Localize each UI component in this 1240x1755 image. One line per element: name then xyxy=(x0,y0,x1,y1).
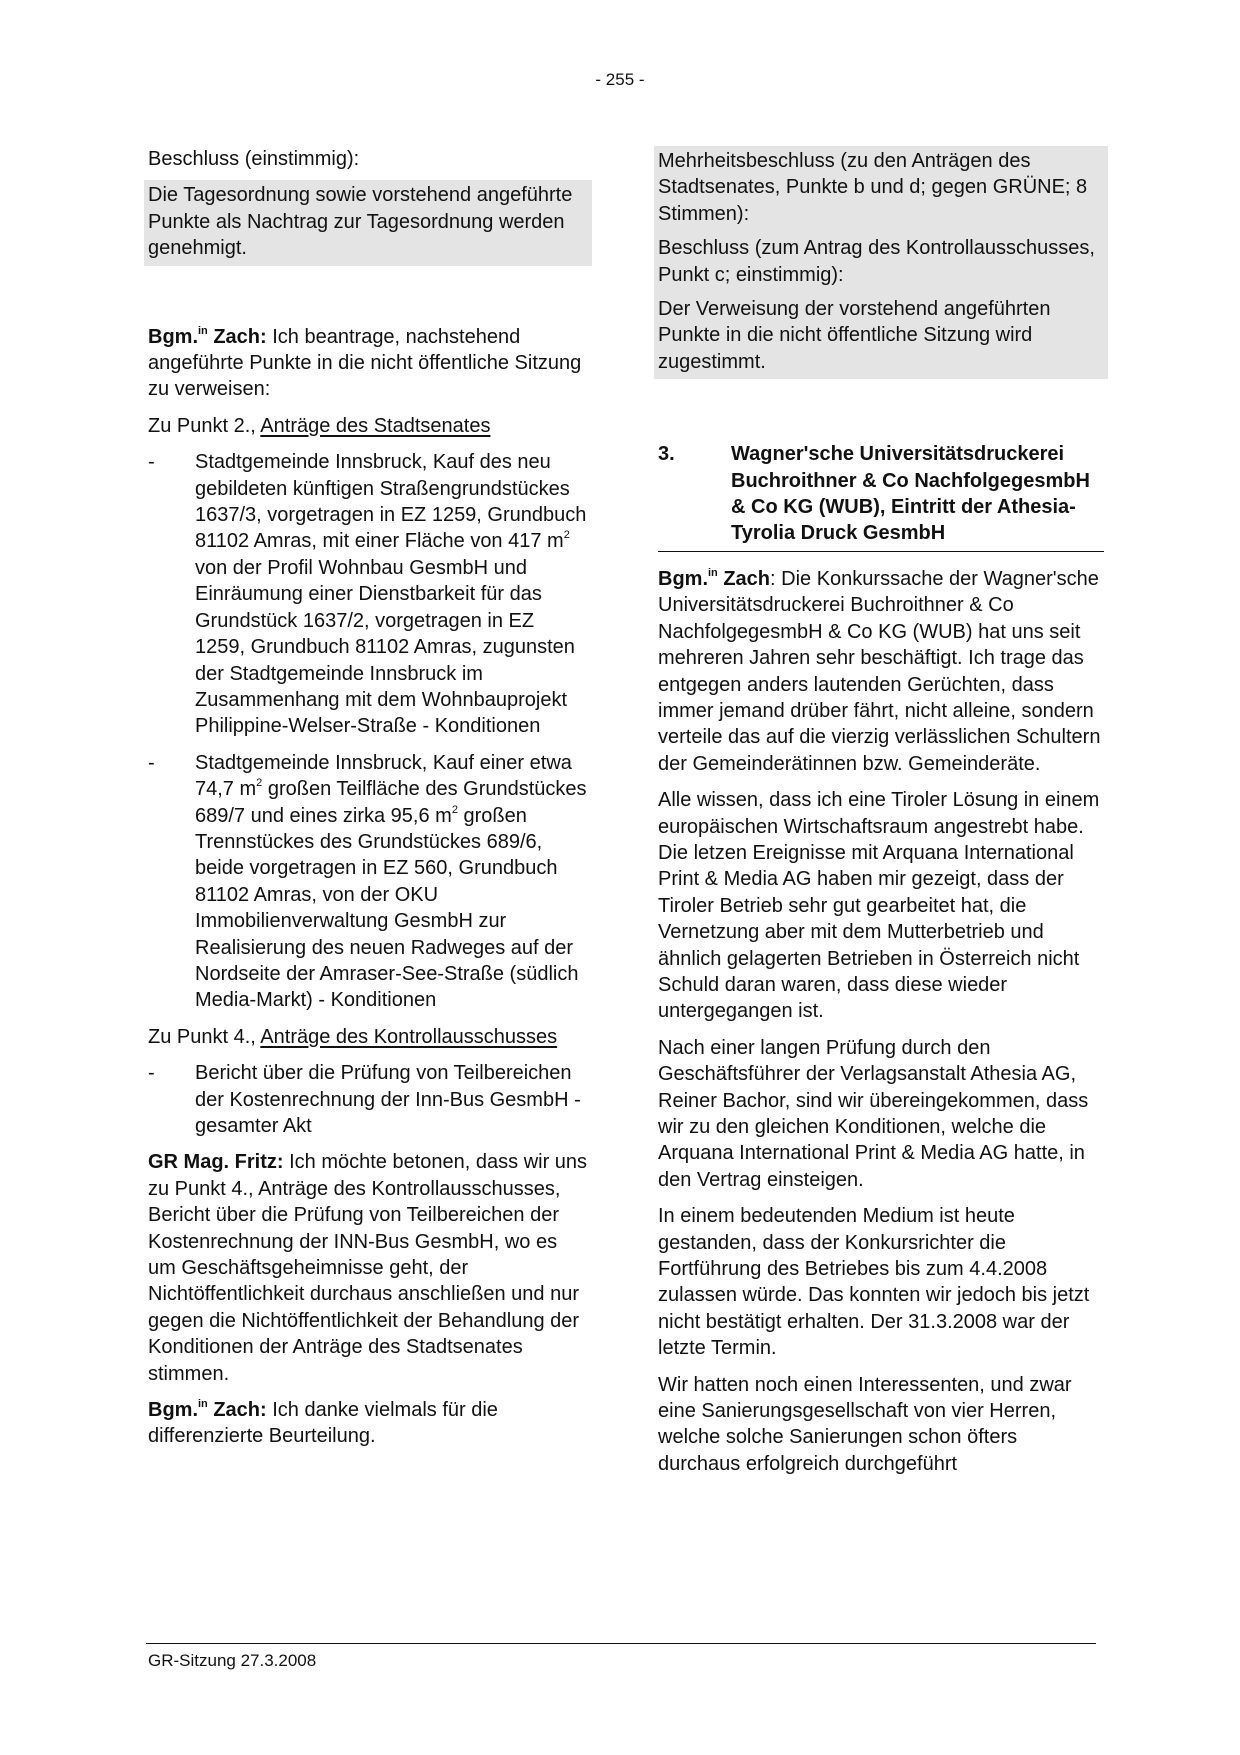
paragraph: Wir hatten noch einen Interessenten, und zwar eine Sanierungsgesellschaft von vier Herren, welche solche Sanierungen schon öfters durchaus erfolgreich durchgeführt xyxy=(658,1373,1072,1475)
agenda-point-2: Zu Punkt 2., Anträge des Stadtsenates xyxy=(148,414,491,437)
dash-bullet: - xyxy=(148,451,155,474)
speech-text: : Die Konkurssache der Wagner'sche Universitätsdruckerei Buchroithner & Co NachfolgegesmbH & Co KG (WUB) hat uns seit mehreren Jahren sehr beschäftigt. Ich trage das entgegen anders lautenden Gerüchten, dass immer jemand drüber fährt, nicht alleine, sondern verteile das auf die vierzig verlässlichen Schultern der Gemeinderätinnen bzw. Gemeinderäte. xyxy=(658,567,1101,775)
referral-approval: Der Verweisung der vorstehend angeführten Punkte in die nicht öffentliche Sitzung wird zugestimmt. xyxy=(658,298,1051,373)
list-item: - Stadtgemeinde Innsbruck, Kauf des neu gebildeten künftigen Straßengrundstückes 1637/3, vorgetragen in EZ 1259, Grundbuch 81102 Amras, mit einer Fläche von 417 $m^2$ von der Profil Wohnbau GesmbH und Einräumung einer Dienstbarkeit für das Grundstück 1637/2, vorgetragen in EZ 1259, Grundbuch 81102 Amras, zugunsten der Stadtgemeinde Innsbruck im Zusammenhang mit dem Wohnbauprojekt Philippine-Welser-Straße - Konditionen xyxy=(148,449,588,739)
speaker-label: Bgm.$^{in}$ Zach: xyxy=(148,1398,267,1422)
speech-zach-2 xyxy=(148,1397,588,1450)
list-item: - Stadtgemeinde Innsbruck, Kauf einer etwa 74,7 $m^2$ großen Teilfläche des Grundstückes 689/7 und eines zirka 95,6 $m^2$ großen Trennstückes des Grundstückes 689/6, beide vorgetragen in EZ 560, Grundbuch 81102 Amras, von der OKU Immobilienverwaltung GesmbH zur Realisierung des neuen Radweges auf der Nordseite der Amraser-See-Straße (südlich Media-Markt) - Konditionen xyxy=(148,750,588,1014)
resolution-shaded-block xyxy=(654,146,1108,379)
paragraph: Nach einer langen Prüfung durch den Geschäftsführer der Verlagsanstalt Athesia AG, Reiner Bachor, sind wir übereingekommen, dass wir zu den gleichen Konditionen, welche die Arquana International Print & Media AG hatte, in den Vertrag einsteigen. xyxy=(658,1036,1089,1191)
footer-divider xyxy=(146,1643,1096,1644)
agenda-point-2-title: Anträge des Stadtsenates xyxy=(260,414,491,437)
speaker-label: Bgm.$^{in}$ Zach: xyxy=(148,324,267,348)
list-item: - Bericht über die Prüfung von Teilbereichen der Kostenrechnung der Inn-Bus GesmbH - gesamter Akt xyxy=(148,1060,588,1139)
paragraph: In einem bedeutenden Medium ist heute gestanden, dass der Konkursrichter die Fortführung des Betriebes bis zum 4.4.2008 zulassen würde. Das konnten wir jedoch bis jetzt nicht bestätigt erhalten. Der 31.3.2008 war der letzte Termin. xyxy=(658,1205,1090,1360)
section-heading xyxy=(658,441,1104,552)
resolution-text: Die Tagesordnung sowie vorstehend angeführte Punkte als Nachtrag zur Tagesordnung werden genehmigt. xyxy=(148,184,573,260)
agenda-point-4: Zu Punkt 4., Anträge des Kontrollausschusses xyxy=(148,1025,558,1048)
paragraph: Alle wissen, dass ich eine Tiroler Lösung in einem europäischen Wirtschaftsraum angestrebt habe. Die letzen Ereignisse mit Arquana International Print & Media AG haben mir gezeigt, dass der Tiroler Betrieb sehr gut gearbeitet hat, die Vernetzung aber mit dem Mutterbetrieb und ähnlich gelagerten Betrieben in Österreich nicht Schuld daran waren, dass diese wieder untergegangen ist. xyxy=(658,789,1100,1023)
speech-text: Ich beantrage, nachstehend angeführte Punkte in die nicht öffentliche Sitzung zu verweisen: xyxy=(148,325,582,401)
resolution-control-committee: Beschluss (zum Antrag des Kontrollausschusses, Punkt c; einstimmig): xyxy=(658,237,1095,286)
speech-zach-1 xyxy=(148,324,588,403)
footer-session-date: GR-Sitzung 27.3.2008 xyxy=(148,1651,317,1670)
speaker-label: Bgm.$^{in}$ Zach xyxy=(658,566,771,590)
page-number: - 255 - xyxy=(595,70,645,89)
majority-resolution: Mehrheitsbeschluss (zu den Anträgen des Stadtsenates, Punkte b und d; gegen GRÜNE; 8 Stimmen): xyxy=(658,150,1088,225)
dash-bullet: - xyxy=(148,1062,155,1085)
dash-bullet: - xyxy=(148,751,155,774)
speaker-label: GR Mag. Fritz: xyxy=(148,1151,284,1174)
resolution-shaded-block xyxy=(144,180,592,265)
speech-text: Ich danke vielmals für die differenzierte Beurteilung. xyxy=(148,1399,498,1448)
speech-text: Ich möchte betonen, dass wir uns zu Punkt 4., Anträge des Kontrollausschusses, Bericht über die Prüfung von Teilbereichen der Kostenrechnung der INN-Bus GesmbH, wo es um Geschäftsgeheimnisse geht, der Nichtöffentlichkeit durchaus anschließen und nur gegen die Nichtöffentlichkeit der Behandlung der Konditionen der Anträge des Stadtsenates stimmen. xyxy=(148,1151,588,1385)
agenda-point-4-title: Anträge des Kontrollausschusses xyxy=(260,1025,558,1048)
section-number: 3. xyxy=(658,443,675,466)
section-title: Wagner'sche Universitätsdruckerei Buchroithner & Co NachfolgegesmbH & Co KG (WUB), Eintritt der Athesia-Tyrolia Druck GesmbH xyxy=(731,443,1090,545)
resolution-label: Beschluss (einstimmig): xyxy=(148,148,360,170)
left-column xyxy=(148,146,588,1460)
speech-fritz xyxy=(148,1149,588,1387)
right-column xyxy=(658,146,1104,1487)
speech-zach-3 xyxy=(658,566,1104,777)
